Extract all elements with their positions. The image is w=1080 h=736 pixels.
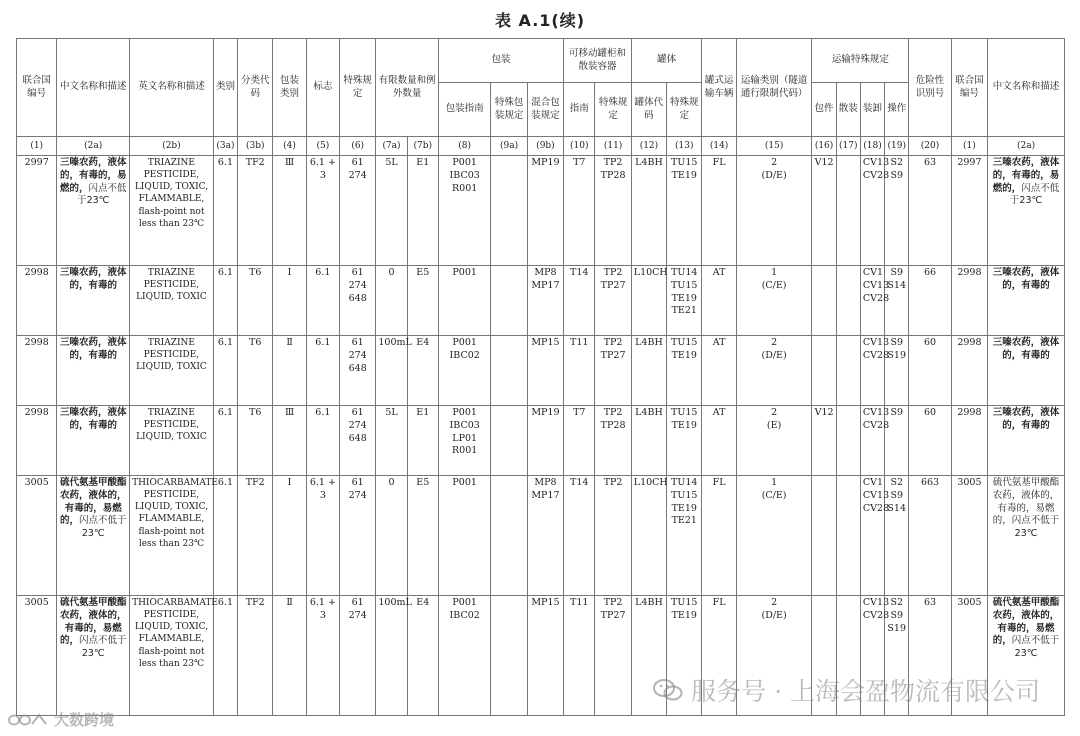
pt-special: TP2 — [595, 476, 631, 596]
mixed-packing: MP8 MP17 — [527, 266, 563, 336]
class: 6.1 — [213, 476, 237, 596]
dangerous-goods-table — [16, 38, 1065, 716]
column-number: (5) — [306, 137, 339, 156]
column-number: (2a) — [988, 137, 1065, 156]
class: 6.1 — [213, 596, 237, 716]
special-loading: CV13 CV28 — [860, 156, 884, 266]
header-limited-qty: 有限数量和例外数量 — [376, 39, 439, 137]
table-body — [17, 156, 1065, 716]
pt-instruction: T11 — [564, 596, 595, 716]
name-en: THIOCARBAMATE PESTICIDE, LIQUID, TOXIC, FLAMMABLE, flash-point not less than 23℃ — [130, 596, 214, 716]
class-code: TF2 — [238, 476, 273, 596]
cn-name-text: 三嗪农药，液体的，有毒的 — [992, 267, 1060, 291]
header-packages: 包件 — [812, 83, 836, 137]
table-title: 表 A.1(续) — [494, 11, 586, 30]
header-name-cn-2: 中文名称和描述 — [988, 39, 1065, 137]
name-cn — [57, 156, 130, 266]
cn-name-text: 硫代氨基甲酸酯农药，液体的，有毒的，易燃的， — [59, 477, 127, 527]
column-number: (10) — [564, 137, 595, 156]
special-provisions: 61 274 — [340, 476, 376, 596]
un-number: 3005 — [17, 476, 57, 596]
vehicle: FL — [702, 476, 736, 596]
column-number: (6) — [340, 137, 376, 156]
header-mixed-packing: 混合包装规定 — [527, 83, 563, 137]
column-number: (12) — [631, 137, 666, 156]
pt-special: TP2 TP27 — [595, 596, 631, 716]
packing-group: Ⅲ — [273, 156, 306, 266]
limited-qty: 0 — [376, 266, 407, 336]
mixed-packing: MP19 — [527, 156, 563, 266]
special-provisions: 61 274 648 — [340, 336, 376, 406]
packing-group: Ⅰ — [273, 266, 306, 336]
category-value: 2 — [771, 407, 778, 418]
packing-instruction: P001 — [438, 266, 490, 336]
limited-qty: 100mL — [376, 336, 407, 406]
tunnel-code: (E) — [766, 419, 782, 431]
special-loading: CV13 CV28 — [860, 406, 884, 476]
class-code: T6 — [238, 266, 273, 336]
pt-special: TP2 TP28 — [595, 406, 631, 476]
hazard-id: 60 — [909, 336, 951, 406]
special-bulk — [836, 336, 860, 406]
special-packing — [491, 596, 527, 716]
column-number: (2a) — [57, 137, 130, 156]
class: 6.1 — [213, 336, 237, 406]
column-number: (7b) — [407, 137, 438, 156]
un-number-2: 2998 — [951, 336, 987, 406]
header-hazard-id: 危险性识别号 — [909, 39, 951, 137]
pt-special: TP2 TP28 — [595, 156, 631, 266]
cn-name-text: 三嗪农药，液体的，有毒的 — [59, 407, 127, 431]
tank-special: TU14 TU15 TE19 TE21 — [667, 476, 702, 596]
column-number: (20) — [909, 137, 951, 156]
un-number: 2998 — [17, 266, 57, 336]
special-packages: V12 — [812, 406, 836, 476]
name-cn-2 — [988, 406, 1065, 476]
un-number: 2997 — [17, 156, 57, 266]
tunnel-code: (C/E) — [761, 279, 787, 291]
class: 6.1 — [213, 266, 237, 336]
column-number: (9b) — [527, 137, 563, 156]
mixed-packing: MP8 MP17 — [527, 476, 563, 596]
tank-code: L10CH — [631, 266, 666, 336]
column-number: (14) — [702, 137, 736, 156]
category-value: 2 — [771, 157, 778, 168]
transport-category — [736, 476, 812, 596]
cn-name-text: 三嗪农药，液体的，有毒的 — [59, 267, 127, 291]
packing-group: Ⅱ — [273, 596, 306, 716]
transport-category — [736, 406, 812, 476]
header-row-1 — [17, 39, 1065, 83]
header-class-code: 分类代码 — [238, 39, 273, 137]
header-tank-special: 特殊规定 — [667, 83, 702, 137]
special-loading: CV1 CV13 CV28 — [860, 476, 884, 596]
header-transport-special: 运输特殊规定 — [812, 39, 909, 83]
un-number: 2998 — [17, 336, 57, 406]
tunnel-code: (D/E) — [761, 169, 787, 181]
category-value: 2 — [771, 337, 778, 348]
class: 6.1 — [213, 406, 237, 476]
vehicle: FL — [702, 156, 736, 266]
tank-special: TU15 TE19 — [667, 406, 702, 476]
column-number: (18) — [860, 137, 884, 156]
name-cn-2 — [988, 336, 1065, 406]
un-number-2: 2998 — [951, 266, 987, 336]
name-en: TRIAZINE PESTICIDE, LIQUID, TOXIC — [130, 266, 214, 336]
special-operation: S9 S14 — [885, 266, 909, 336]
class-code: T6 — [238, 336, 273, 406]
column-number: (3b) — [238, 137, 273, 156]
special-bulk — [836, 156, 860, 266]
pt-special: TP2 TP27 — [595, 336, 631, 406]
un-number-2: 3005 — [951, 596, 987, 716]
watermark-right-text: 服务号 · 上海会盈物流有限公司 — [691, 677, 1040, 706]
column-number: (15) — [736, 137, 812, 156]
hazard-id: 63 — [909, 596, 951, 716]
column-number: (1) — [951, 137, 987, 156]
tunnel-code: (D/E) — [761, 609, 787, 621]
column-number: (8) — [438, 137, 490, 156]
cn-name-text: 硫代氨基甲酸酯农药，液体的，有毒的，易燃的， — [59, 597, 127, 647]
pt-special: TP2 TP27 — [595, 266, 631, 336]
name-cn-2 — [988, 476, 1065, 596]
name-en: THIOCARBAMATE PESTICIDE, LIQUID, TOXIC, FLAMMABLE, flash-point not less than 23℃ — [130, 476, 214, 596]
name-cn-2 — [988, 266, 1065, 336]
header-pt-instructions: 指南 — [564, 83, 595, 137]
column-number: (13) — [667, 137, 702, 156]
column-number: (7a) — [376, 137, 407, 156]
name-en: TRIAZINE PESTICIDE, LIQUID, TOXIC — [130, 336, 214, 406]
header-pt-special: 特殊规定 — [595, 83, 631, 137]
name-cn-2 — [988, 156, 1065, 266]
watermark-right — [653, 672, 1040, 708]
column-number-row — [17, 137, 1065, 156]
category-value: 2 — [771, 597, 778, 608]
packing-instruction: P001 — [438, 476, 490, 596]
header-vehicle: 罐式运输车辆 — [702, 39, 736, 137]
watermark-left — [6, 709, 114, 730]
special-bulk — [836, 476, 860, 596]
header-name-en: 英文名称和描述 — [130, 39, 214, 137]
tank-code: L4BH — [631, 156, 666, 266]
category-value: 1 — [771, 267, 778, 278]
pt-instruction: T7 — [564, 156, 595, 266]
pt-instruction: T11 — [564, 336, 595, 406]
special-loading: CV13 CV28 — [860, 596, 884, 716]
column-number: (16) — [812, 137, 836, 156]
column-number: (9a) — [491, 137, 527, 156]
tunnel-code: (C/E) — [761, 489, 787, 501]
name-cn — [57, 476, 130, 596]
special-packages — [812, 336, 836, 406]
cn-name-text: 硫代氨基甲酸酯农药，液体的，有毒的，易燃的， — [992, 477, 1060, 527]
wechat-icon — [653, 678, 683, 702]
labels: 6.1 + 3 — [306, 156, 339, 266]
labels: 6.1 + 3 — [306, 596, 339, 716]
special-operation: S2 S9 S19 — [885, 596, 909, 716]
mixed-packing: MP15 — [527, 336, 563, 406]
excepted-qty: E1 — [407, 406, 438, 476]
table-row — [17, 336, 1065, 406]
limited-qty: 100mL — [376, 596, 407, 716]
brand-logo-icon — [6, 710, 50, 730]
special-operation: S9 — [885, 406, 909, 476]
transport-category — [736, 156, 812, 266]
header-packaging: 包装 — [438, 39, 563, 83]
header-class: 类别 — [213, 39, 237, 137]
packing-instruction: P001 IBC02 — [438, 336, 490, 406]
name-en: TRIAZINE PESTICIDE, LIQUID, TOXIC, FLAMMABLE, flash-point not less than 23℃ — [130, 156, 214, 266]
excepted-qty: E5 — [407, 476, 438, 596]
class-code: TF2 — [238, 596, 273, 716]
pt-instruction: T14 — [564, 476, 595, 596]
transport-category — [736, 336, 812, 406]
hazard-id: 63 — [909, 156, 951, 266]
un-number: 2998 — [17, 406, 57, 476]
hazard-id: 60 — [909, 406, 951, 476]
header-transport-cat: 运输类别（隧道通行限制代码） — [736, 39, 812, 137]
class: 6.1 — [213, 156, 237, 266]
column-number: (4) — [273, 137, 306, 156]
name-cn — [57, 266, 130, 336]
header-tanks: 罐体 — [631, 39, 702, 83]
column-number: (1) — [17, 137, 57, 156]
vehicle: FL — [702, 596, 736, 716]
un-number: 3005 — [17, 596, 57, 716]
cn-name-text: 三嗪农药，液体的，有毒的 — [59, 337, 127, 361]
transport-category — [736, 266, 812, 336]
special-packing — [491, 156, 527, 266]
header-packing-group: 包装类别 — [273, 39, 306, 137]
tank-code: L10CH — [631, 476, 666, 596]
tunnel-code: (D/E) — [761, 349, 787, 361]
special-operation: S9 S19 — [885, 336, 909, 406]
cn-name-note: 闪点不低于23℃ — [1009, 182, 1060, 207]
special-packages — [812, 476, 836, 596]
header-portable-tanks: 可移动罐柜和散装容器 — [564, 39, 632, 83]
tank-special: TU15 TE19 — [667, 596, 702, 716]
special-loading: CV1 CV13 CV28 — [860, 266, 884, 336]
labels: 6.1 + 3 — [306, 476, 339, 596]
labels: 6.1 — [306, 406, 339, 476]
mixed-packing: MP15 — [527, 596, 563, 716]
header-labels: 标志 — [306, 39, 339, 137]
special-packing — [491, 406, 527, 476]
tank-special: TU15 TE19 — [667, 336, 702, 406]
special-operation: S2 S9 S14 — [885, 476, 909, 596]
excepted-qty: E4 — [407, 596, 438, 716]
special-packing — [491, 476, 527, 596]
special-packing — [491, 266, 527, 336]
cn-name-text: 硫代氨基甲酸酯农药，液体的，有毒的，易燃的， — [992, 597, 1060, 647]
class-code: TF2 — [238, 156, 273, 266]
limited-qty: 5L — [376, 406, 407, 476]
hazard-id: 66 — [909, 266, 951, 336]
column-number: (2b) — [130, 137, 214, 156]
un-number-2: 2997 — [951, 156, 987, 266]
header-special-packing: 特殊包装规定 — [491, 83, 527, 137]
special-provisions: 61 274 648 — [340, 266, 376, 336]
special-bulk — [836, 266, 860, 336]
packing-instruction: P001 IBC03 LP01 R001 — [438, 406, 490, 476]
table-row — [17, 156, 1065, 266]
cn-name-note: 闪点不低于23℃ — [78, 515, 127, 540]
cn-name-note: 闪点不低于23℃ — [78, 635, 127, 660]
name-cn — [57, 596, 130, 716]
limited-qty: 5L — [376, 156, 407, 266]
header-special-provisions: 特殊规定 — [340, 39, 376, 137]
mixed-packing: MP19 — [527, 406, 563, 476]
vehicle: AT — [702, 336, 736, 406]
tank-code: L4BH — [631, 406, 666, 476]
table-row — [17, 266, 1065, 336]
packing-instruction: P001 IBC03 R001 — [438, 156, 490, 266]
un-number-2: 3005 — [951, 476, 987, 596]
excepted-qty: E5 — [407, 266, 438, 336]
special-provisions: 61 274 — [340, 156, 376, 266]
excepted-qty: E4 — [407, 336, 438, 406]
special-provisions: 61 274 — [340, 596, 376, 716]
table-row — [17, 476, 1065, 596]
pt-instruction: T14 — [564, 266, 595, 336]
column-number: (17) — [836, 137, 860, 156]
cn-name-note: 闪点不低于23℃ — [77, 182, 127, 207]
pt-instruction: T7 — [564, 406, 595, 476]
labels: 6.1 — [306, 336, 339, 406]
cn-name-note: 闪点不低于23℃ — [1011, 515, 1060, 540]
vehicle: AT — [702, 266, 736, 336]
name-cn — [57, 406, 130, 476]
special-packages — [812, 266, 836, 336]
packing-group: Ⅲ — [273, 406, 306, 476]
special-packages: V12 — [812, 156, 836, 266]
special-loading: CV13 CV28 — [860, 336, 884, 406]
header-name-cn: 中文名称和描述 — [57, 39, 130, 137]
cn-name-text: 三嗪农药，液体的，有毒的，易燃的， — [59, 157, 127, 194]
packing-group: Ⅰ — [273, 476, 306, 596]
excepted-qty: E1 — [407, 156, 438, 266]
limited-qty: 0 — [376, 476, 407, 596]
hazard-id: 663 — [909, 476, 951, 596]
labels: 6.1 — [306, 266, 339, 336]
header-bulk: 散装 — [836, 83, 860, 137]
cn-name-note: 闪点不低于23℃ — [1011, 635, 1060, 660]
cn-name-text: 三嗪农药，液体的，有毒的 — [992, 407, 1060, 431]
special-packing — [491, 336, 527, 406]
packing-group: Ⅱ — [273, 336, 306, 406]
name-en: TRIAZINE PESTICIDE, LIQUID, TOXIC — [130, 406, 214, 476]
packing-instruction: P001 IBC02 — [438, 596, 490, 716]
un-number-2: 2998 — [951, 406, 987, 476]
header-packaging-instr: 包装指南 — [438, 83, 490, 137]
column-number: (11) — [595, 137, 631, 156]
header-un-no-2: 联合国编号 — [951, 39, 987, 137]
special-bulk — [836, 406, 860, 476]
watermark-left-text: 大数跨境 — [54, 711, 115, 729]
tank-special: TU15 TE19 — [667, 156, 702, 266]
tank-code: L4BH — [631, 596, 666, 716]
header-loading: 装卸 — [860, 83, 884, 137]
tank-special: TU14 TU15 TE19 TE21 — [667, 266, 702, 336]
column-number: (3a) — [213, 137, 237, 156]
cn-name-text: 三嗪农药，液体的，有毒的 — [992, 337, 1060, 361]
header-tank-code: 罐体代码 — [631, 83, 666, 137]
special-provisions: 61 274 648 — [340, 406, 376, 476]
cn-name-text: 三嗪农药，液体的，有毒的，易燃的， — [992, 157, 1060, 194]
table-row — [17, 406, 1065, 476]
category-value: 1 — [771, 477, 778, 488]
vehicle: AT — [702, 406, 736, 476]
tank-code: L4BH — [631, 336, 666, 406]
special-operation: S2 S9 — [885, 156, 909, 266]
header-un-no: 联合国编号 — [17, 39, 57, 137]
name-cn — [57, 336, 130, 406]
class-code: T6 — [238, 406, 273, 476]
header-operation: 操作 — [885, 83, 909, 137]
column-number: (19) — [885, 137, 909, 156]
